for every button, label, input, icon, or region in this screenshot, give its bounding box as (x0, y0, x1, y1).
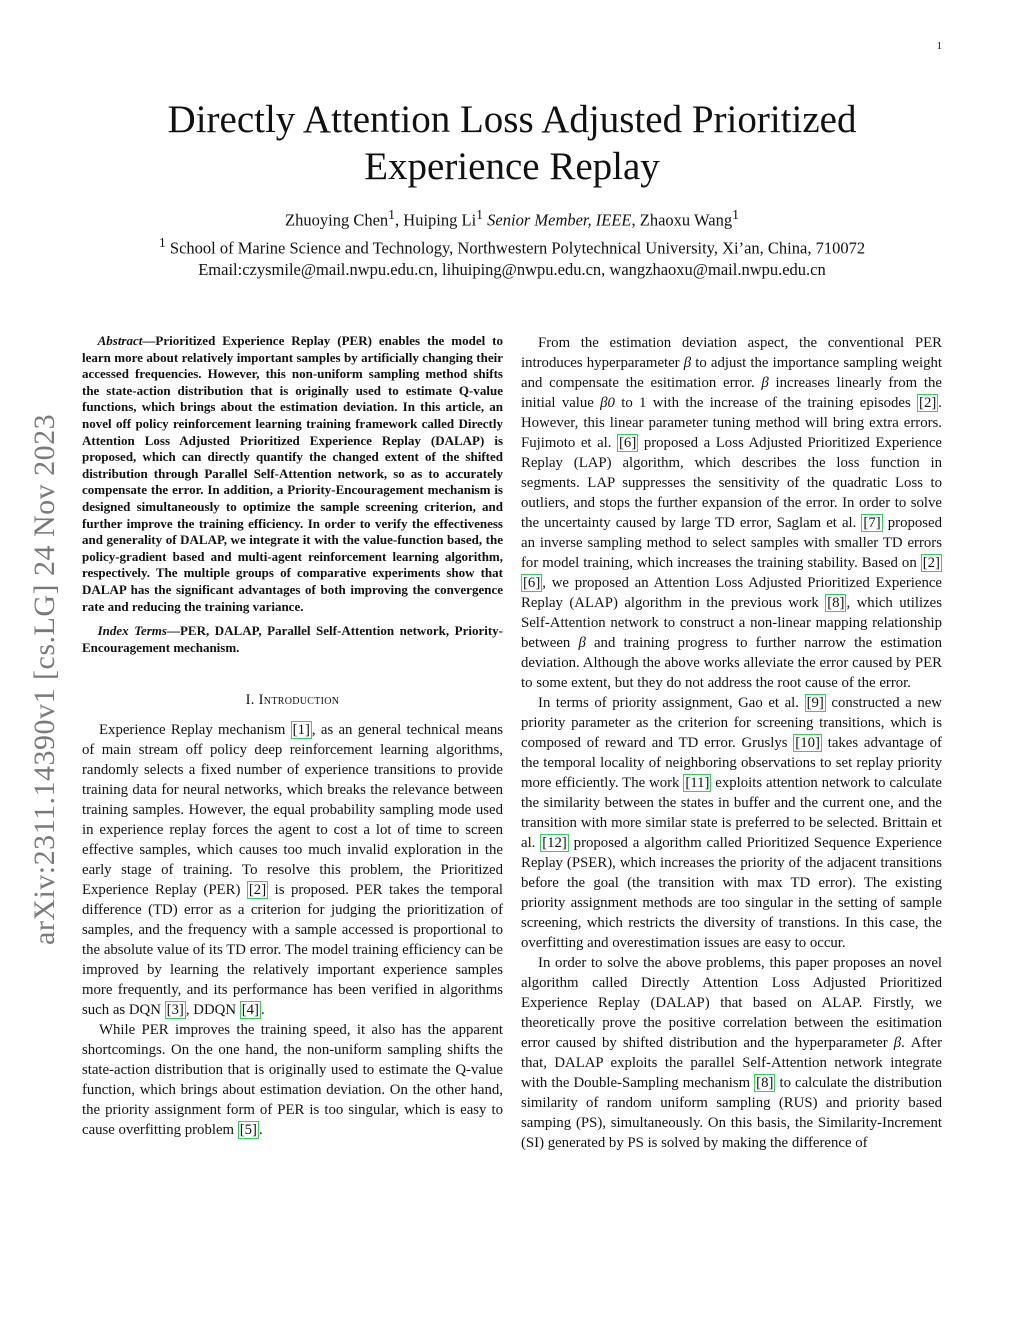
paper-title: Directly Attention Loss Adjusted Prioritized Experience Replay (167, 98, 857, 188)
citation-link[interactable]: [6] (619, 435, 637, 451)
citation-link[interactable]: [1] (292, 722, 310, 739)
abstract-label: Abstract (97, 333, 143, 348)
section-heading (82, 690, 503, 710)
math-symbol: β (683, 355, 692, 371)
citation-link[interactable]: [2] (248, 882, 267, 899)
citation-link[interactable]: [11] (685, 775, 710, 791)
math-symbol: β (578, 635, 586, 651)
citation-link[interactable]: [8] (827, 595, 845, 611)
affiliation-superscript: 1 (158, 234, 166, 250)
citation-link[interactable]: [8] (756, 1075, 774, 1091)
abstract-text: Prioritized Experience Replay (PER) enables the model to learn more about relatively important samples by artificially changing their accessed frequencies. However, this non-uniform sampling method shifts the state-action distribution that is originally used to estimate Q-value functions, which brings about the estimation deviation. In this article, an novel off policy reinforcement learning training framework called Directly Attention Loss Adjusted Prioritized Experience Replay (DALAP) is proposed, which can directly quantify the changed extent of the shifted distribution through Parallel Self-Attention network, so as to accurately compensate the error. In addition, a Priority-Encouragement mechanism is designed simultaneously to optimize the sample screening criterion, and further improve the training efficiency. In order to verify the effectiveness and generality of DALAP, we integrate it with the value-function based, the policy-gradient based and multi-agent reinforcement learning algorithm, respectively. The multiple groups of comparative experiments show that DALAP has the significant advantages of both improving the convergence rate and reducing the training variance. (82, 333, 503, 614)
index-terms-text: PER, DALAP, Parallel Self-Attention network, Priority-Encouragement mechanism. (82, 623, 503, 655)
math-symbol: β (761, 375, 769, 391)
author-block (80, 204, 944, 281)
citation-link[interactable]: [12] (542, 835, 567, 851)
page-number: 1 (936, 40, 942, 52)
citation-link[interactable]: [7] (863, 515, 881, 531)
left-column (82, 333, 503, 1140)
citation-link[interactable]: [10] (795, 735, 820, 751)
section-title: Introduction (258, 692, 340, 709)
citation-link[interactable]: [3] (166, 1002, 184, 1019)
paragraph: From the estimation deviation aspect, the conventional PER introduces hyperparameter β to adjust the importance sampling weight and compensate the esitimation error. β increases linearly from the initial value β0 to 1 with the increase of the training episodes [2] . However, this linear parameter tuning method will bring extra errors. Fujimoto et al. [6] proposed a Loss Adjusted Prioritized Experience Replay (LAP) algorithm, which describes the loss function in segments. LAP suppresses the sensitivity of the quadratic Loss to outliers, and stops the further expansion of the error. In order to solve the uncertainty caused by large TD error, Saglam et al. [7] proposed an inverse sampling method to select samples with smaller TD errors for model training, which increases the training stability. Based on [2] [6] , we proposed an Attention Loss Adjusted Prioritized Experience Replay (ALAP) algorithm in the previous work [8] , which utilizes Self-Attention network to construct a non-linear mapping relationship between β and training progress to further narrow the estimation deviation. Although the above works alleviate the error caused by PER to some extent, but they do not address the root cause of the error. (521, 335, 942, 691)
author-name: Zhuoying Chen (285, 210, 389, 230)
abstract: Abstract—Prioritized Experience Replay (PER) enables the model to learn more about relatively important samples by artificially changing their accessed frequencies. However, this non-uniform sampling method shifts the state-action distribution that is originally used to estimate Q-value functions, which brings about the estimation deviation. In this article, an novel off policy reinforcement learning training framework called Directly Attention Loss Adjusted Prioritized Experience Replay (DALAP) is proposed, which can directly quantify the changed extent of the shifted distribution through Parallel Self-Attention network, so as to accurately compensate the error. In addition, a Priority-Encouragement mechanism is designed simultaneously to optimize the sample screening criterion, and further improve the training efficiency. In order to verify the effectiveness and generality of DALAP, we integrate it with the value-function based, the policy-gradient based and multi-agent reinforcement learning algorithm, respectively. The multiple groups of comparative experiments show that DALAP has the significant advantages of both improving the convergence rate and reducing the training variance. (82, 333, 503, 614)
citation-link[interactable]: [2] (922, 555, 940, 571)
paragraph: In terms of priority assignment, Gao et al. [9] constructed a new priority parameter as the criterion for screening transitions, which is composed of reward and TD error. Gruslys [10] takes advantage of the temporal locality of neighboring observations to set replay priority more efficiently. The work [11] exploits attention network to calculate the similarity between the states in buffer and the current one, and the transition with more similar state is preferred to be selected. Brittain et al. [12] proposed a algorithm called Prioritized Sequence Experience Replay (PSER), which increases the priority of the adjacent transitions before the goal (the transition with max TD error). The existing priority assignment methods are too singular in the setting of sample screening, which restricts the diversity of transtions. In this case, the overfitting and overestimation issues are easy to occur. (521, 695, 942, 951)
author-superscript: 1 (476, 207, 484, 222)
author-superscript: 1 (732, 207, 739, 222)
index-terms: Index Terms—PER, DALAP, Parallel Self-Attention network, Priority-Encouragement mechanism. (82, 623, 503, 655)
citation-link[interactable]: [2] (919, 395, 937, 411)
math-symbol: β (893, 1035, 902, 1051)
author-name: Zhaoxu Wang (639, 210, 733, 230)
section-number: I. (245, 692, 255, 709)
author-name: Huiping Li (403, 210, 477, 230)
citation-link[interactable]: [9] (806, 695, 824, 711)
author-emails: Email:czysmile@mail.nwpu.edu.cn, lihuiping@nwpu.edu.cn, wangzhaoxu@mail.nwpu.edu.cn (198, 260, 826, 279)
paragraph: In order to solve the above problems, this paper proposes an novel algorithm called Directly Attention Loss Adjusted Prioritized Experience Replay (DALAP) that based on ALAP. Firstly, we theoretically prove the positive correlation between the esitimation error caused by shifted distribution and the hyperparameter β. After that, DALAP exploits the parallel Self-Attention network integrate with the Double-Sampling mechanism [8] to calculate the distribution similarity of random uniform sampling (RUS) and priority based samping (PS), simultaneously. On this basis, the Similarity-Increment (SI) generated by PS is solved by making the difference of (521, 955, 943, 1151)
affiliation: $^1$ School of Marine Science and Technology, Northwestern Polytechnical University, Xi’an, China, 710072 (158, 234, 866, 257)
citation-link[interactable]: [6] (523, 575, 541, 591)
author-list: Zhuoying Chen$^1$, Huiping Li$^1$ Senior Member, IEEE, Zhaoxu Wang$^1$ (285, 207, 739, 230)
paragraph: While PER improves the training speed, it also has the apparent shortcomings. On the one hand, the non-uniform sampling shifts the state-action distribution that is originally used to estimate the Q-value function, which brings about estimation deviation. On the other hand, the priority assignment form of PER is too singular, which is easy to cause overfitting problem [5] . (82, 1022, 503, 1139)
right-column (521, 333, 942, 1153)
citation-link[interactable]: [4] (241, 1002, 259, 1019)
arxiv-identifier: arXiv:2311.14390v1 [cs.LG] 24 Nov 2023 (28, 413, 61, 945)
author-role: Senior Member, IEEE (487, 210, 632, 230)
index-terms-label: Index Terms (97, 623, 167, 639)
citation-link[interactable]: [5] (239, 1122, 257, 1139)
author-superscript: 1 (388, 207, 396, 222)
math-symbol: β0 (600, 395, 615, 411)
paragraph: Experience Replay mechanism [1] , as an general technical means of main stream off policy deep reinforcement learning algorithms, randomly selects a fixed number of experience transitions to provide training data for neural networks, which breaks the relevance between training samples. However, the equal probability sampling mode used in experience replay forces the agent to cost a lot of time to screen effective samples, which causes too much invalid exploration in the early stage of training. To resolve this problem, the Prioritized Experience Replay (PER) [2] is proposed. PER takes the temporal difference (TD) error as a criterion for judging the prioritization of samples, and the frequency with a sample accessed is proportional to the absolute value of its TD error. The model training efficiency can be improved by learning the relatively important experience samples more frequently, and its performance has been verified in algorithms such as DQN [3] , DDQN [4] . (82, 722, 504, 1019)
